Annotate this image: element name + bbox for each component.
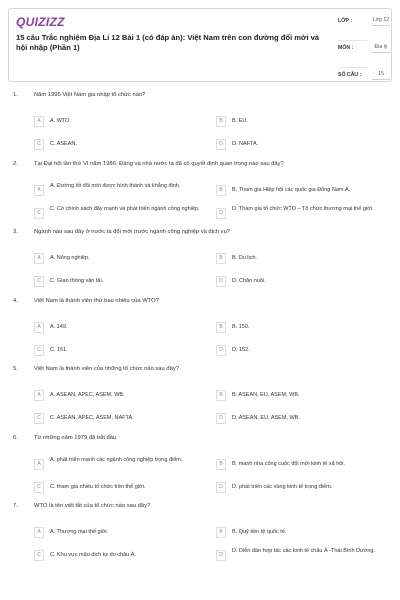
option-letter-box: C [34, 276, 44, 287]
option-text: A. Thương mại thế giới. [50, 529, 109, 535]
answer-option-b[interactable] [216, 251, 386, 267]
answer-option-d[interactable] [216, 480, 386, 496]
answer-option-c[interactable] [34, 343, 204, 359]
option-letter-box: C [34, 482, 44, 493]
option-text: C. ASEAN, APEC, ASEM, NAFTA. [50, 415, 134, 421]
option-text: C. tham gia nhiều tổ chức trên thế giới. [50, 483, 146, 490]
option-letter-box: C [34, 550, 44, 561]
option-letter-box: A [34, 185, 44, 196]
option-text: A. Nông nghiệp. [50, 255, 90, 261]
question-number: 7. [13, 503, 18, 509]
option-text: D. ASEAN, EU, ASEM, WB. [232, 415, 300, 421]
option-text: B. ASEAN, EU, ASEM, WB. [232, 392, 300, 398]
answer-option-c[interactable] [34, 137, 204, 153]
answer-option-d[interactable] [216, 274, 386, 290]
answer-option-d[interactable] [216, 548, 386, 564]
option-letter-box: A [34, 390, 44, 401]
worksheet-header [8, 8, 392, 82]
option-text: C. Giao thông vận tải. [50, 278, 104, 284]
option-letter-box: D [216, 550, 226, 561]
meta-label: MÔN : [338, 45, 354, 51]
answer-option-b[interactable] [216, 525, 386, 541]
option-text: B. EU. [232, 118, 248, 124]
option-letter-box: B [216, 390, 226, 401]
option-letter-box: B [216, 253, 226, 264]
option-letter-box: A [34, 459, 44, 470]
answer-option-c[interactable] [34, 206, 204, 222]
question-number: 3. [13, 229, 18, 235]
meta-row-count [338, 69, 390, 87]
option-letter-box: B [216, 459, 226, 470]
answer-option-a[interactable] [34, 525, 204, 541]
option-text: D. NAFTA. [232, 141, 259, 147]
option-letter-box: D [216, 345, 226, 356]
question-item [0, 161, 400, 227]
option-letter-box: C [34, 139, 44, 150]
answer-option-d[interactable] [216, 343, 386, 359]
question-item [0, 92, 400, 158]
option-text: B. Tham gia Hiệp hội các quốc gia Đông Nam Á. [232, 186, 351, 193]
option-text: D. Tham gia tổ chức WTO – Tổ chức thương mại thế giới. [232, 205, 374, 212]
meta-divider [338, 67, 368, 68]
option-text: B. 150. [232, 323, 250, 330]
answer-option-c[interactable] [34, 411, 204, 427]
meta-label: SỐ CÂU : [338, 72, 362, 78]
option-text: C. Khu vực mậu dịch tự do châu Á. [50, 552, 136, 558]
meta-value: Địa lý [372, 44, 390, 53]
question-number: 2. [13, 160, 18, 167]
option-text: D. phát triển các vùng kinh tế trọng điểm. [232, 483, 333, 490]
option-text: A. ASEAN, APEC, ASEM, WB. [50, 392, 125, 398]
option-text: D. 152. [232, 346, 250, 353]
option-text: D. Chăn nuôi. [232, 278, 266, 284]
option-letter-box: C [34, 208, 44, 219]
option-letter-box: D [216, 276, 226, 287]
option-letter-box: D [216, 482, 226, 493]
answer-option-b[interactable] [216, 457, 386, 473]
option-text: A. WTO. [50, 118, 71, 124]
option-text: A. Đường lối đổi mới được hình thành và khẳng định. [50, 182, 181, 189]
answer-option-c[interactable] [34, 480, 204, 496]
option-text: B. manh nha công cuộc đổi mới kinh tế xã hội. [232, 460, 346, 467]
question-item [0, 229, 400, 295]
option-letter-box: B [216, 116, 226, 127]
option-letter-box: C [34, 413, 44, 424]
option-text: D. Diễn đàn hợp tác các kinh tế châu Á -Thái Bình Dương. [232, 548, 375, 554]
option-letter-box: D [216, 413, 226, 424]
meta-row-subject [338, 42, 390, 69]
question-number: 6. [13, 434, 18, 441]
answer-option-a[interactable] [34, 183, 204, 199]
question-text: Tại Đại hội lần thứ VI năm 1986, Đảng và nhà nước ta đã có quyết định quan trọng nào sau đây? [34, 160, 284, 167]
option-text: B. Quỹ tiền tệ quốc tế. [232, 529, 287, 535]
answer-option-b[interactable] [216, 183, 386, 199]
question-number: 4. [13, 297, 18, 304]
question-text: Việt Nam là thành viên thứ bao nhiêu của WTO? [34, 297, 159, 304]
quizizz-logo: QUIZIZZ [16, 15, 65, 29]
question-text: Năm 1995 Việt Nam gia nhập tổ chức nào? [34, 92, 146, 98]
answer-option-a[interactable] [34, 114, 204, 130]
meta-value: Lớp 12 [372, 17, 390, 26]
worksheet-meta [338, 15, 390, 87]
answer-option-a[interactable] [34, 388, 204, 404]
option-letter-box: A [34, 253, 44, 264]
question-text: Từ những năm 1979 đã bắt đầu [34, 434, 117, 441]
option-letter-box: B [216, 185, 226, 196]
answer-option-a[interactable] [34, 320, 204, 336]
answer-option-d[interactable] [216, 137, 386, 153]
answer-option-b[interactable] [216, 388, 386, 404]
option-text: C. ASEAN. [50, 141, 77, 147]
answer-option-d[interactable] [216, 411, 386, 427]
answer-option-b[interactable] [216, 114, 386, 130]
option-letter-box: D [216, 208, 226, 219]
question-item [0, 298, 400, 364]
option-letter-box: B [216, 322, 226, 333]
option-text: A. 149. [50, 323, 68, 330]
question-item [0, 503, 400, 569]
answer-option-a[interactable] [34, 457, 204, 473]
option-text: B. Du lịch. [232, 255, 258, 261]
answer-option-c[interactable] [34, 548, 204, 564]
option-letter-box: C [34, 345, 44, 356]
option-letter-box: A [34, 322, 44, 333]
answer-option-c[interactable] [34, 274, 204, 290]
meta-divider [338, 40, 368, 41]
question-number: 1. [13, 92, 18, 98]
option-text: C. 151. [50, 346, 68, 353]
meta-value: 15 [372, 71, 390, 80]
worksheet-title: 15 câu Trắc nghiệm Địa Lí 12 Bài 1 (có đáp án): Việt Nam trên con đường đổi mới và hội nhập (Phần 1) [16, 33, 320, 52]
question-text: Việt Nam là thành viên của những tổ chức nào sau đây? [34, 366, 179, 372]
question-item [0, 435, 400, 501]
option-letter-box: D [216, 139, 226, 150]
option-letter-box: B [216, 527, 226, 538]
meta-row-class [338, 15, 390, 42]
question-number: 5. [13, 366, 18, 372]
meta-label: LỚP : [338, 18, 353, 24]
option-text: A. phát triển mạnh các ngành công nghiệp trọng điểm. [50, 456, 183, 463]
option-text: C. Có chính sách đẩy mạnh và phát triển ngành công nghiệp. [50, 205, 200, 212]
question-item [0, 366, 400, 432]
answer-option-b[interactable] [216, 320, 386, 336]
answer-option-a[interactable] [34, 251, 204, 267]
question-text: Ngành nào sau đây ở nước ta đổi mới trước ngành công nghiệp và dịch vụ? [34, 229, 231, 235]
option-letter-box: A [34, 116, 44, 127]
answer-option-d[interactable] [216, 206, 386, 222]
question-text: WTO là tên viết tắt của tổ chức nào sau đây? [34, 503, 151, 509]
option-letter-box: A [34, 527, 44, 538]
